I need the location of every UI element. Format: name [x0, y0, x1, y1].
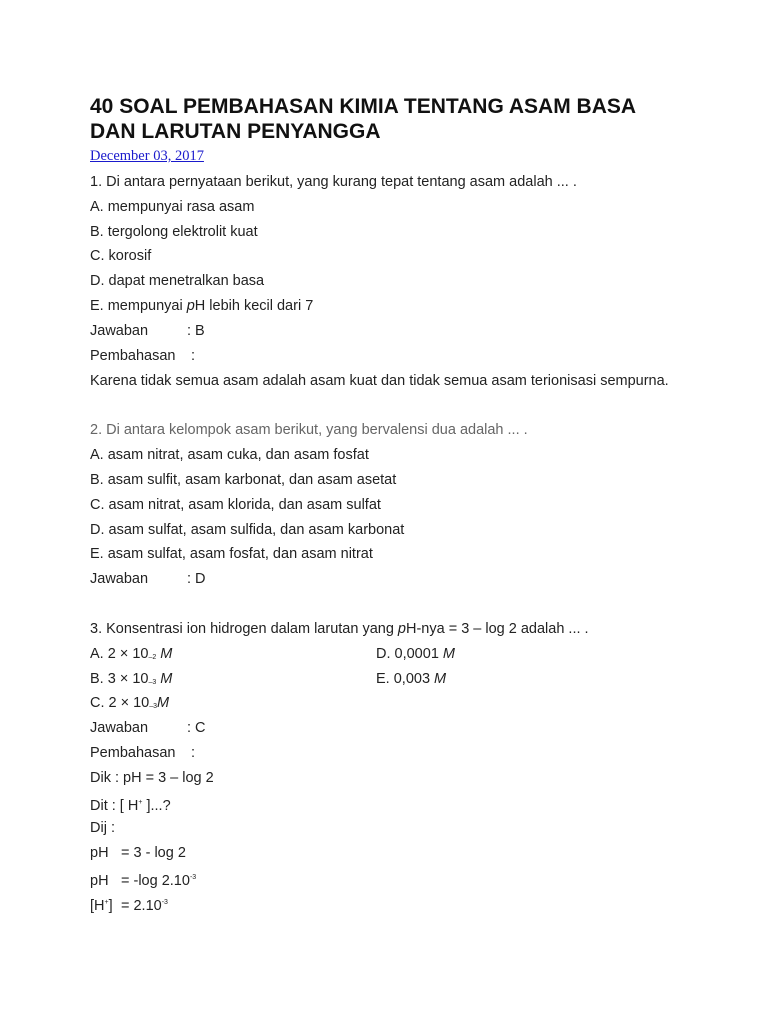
q3-asked: Dit : [ H+ ]...?	[90, 798, 171, 814]
q1-option-b: B. tergolong elektrolit kuat	[90, 224, 258, 240]
q2-answer: Jawaban : D	[90, 571, 206, 587]
q3-discussion-label: Pembahasan :	[90, 745, 196, 761]
q3-option-a: A. $2 \times 10_{-2}$ M	[90, 646, 173, 662]
q2-option-a: A. asam nitrat, asam cuka, dan asam fosfat	[90, 447, 369, 463]
q1-option-d: D. dapat menetralkan basa	[90, 273, 265, 289]
q2-option-e: E. asam sulfat, asam fosfat, dan asam nitrat	[90, 546, 373, 562]
question-1-text: 1. Di antara pernyataan berikut, yang kurang tepat tentang asam adalah ... .	[90, 174, 577, 190]
q1-explanation: Karena tidak semua asam adalah asam kuat dan tidak semua asam terionisasi sempurna.	[90, 373, 669, 389]
q3-solution-label: Dij :	[90, 820, 115, 836]
post-date-link[interactable]: December 03, 2017	[90, 148, 204, 164]
page-title	[90, 94, 730, 144]
title-line-1: 40 SOAL PEMBAHASAN KIMIA TENTANG ASAM BASA	[90, 95, 637, 118]
q3-given: Dik : pH = 3 – log 2	[90, 770, 214, 786]
q3-option-d: D. 0,0001 M	[376, 646, 456, 662]
q3-answer: Jawaban : C	[90, 720, 206, 736]
q2-option-d: D. asam sulfat, asam sulfida, dan asam karbonat	[90, 522, 405, 538]
q2-option-b: B. asam sulfit, asam karbonat, dan asam asetat	[90, 472, 397, 488]
q1-option-e: E. mempunyai pH lebih kecil dari 7	[90, 298, 314, 314]
title-line-2: DAN LARUTAN PENYANGGA	[90, 120, 381, 143]
question-2-text: 2. Di antara kelompok asam berikut, yang bervalensi dua adalah ... .	[90, 422, 528, 438]
q2-option-c: C. asam nitrat, asam klorida, dan asam sulfat	[90, 497, 381, 513]
q1-discussion-label: Pembahasan :	[90, 348, 196, 364]
q1-option-c: C. korosif	[90, 248, 152, 264]
q1-option-a: A. mempunyai rasa asam	[90, 199, 255, 215]
q3-option-b: B. $3 \times 10_{-3}$ M	[90, 671, 173, 687]
q3-ph-line-2: pH = -log $2.10^{-3}$	[90, 873, 197, 889]
q3-option-c: C. $2 \times 10_{-3}M$	[90, 695, 170, 711]
q3-option-e: E. 0,003 M	[376, 671, 447, 687]
q3-h-concentration: $[H^+] = 2.10^{-3}$	[90, 898, 168, 914]
q3-ph-line-1: pH = 3 - log 2	[90, 845, 186, 861]
q1-answer: Jawaban : B	[90, 323, 205, 339]
question-3-text: 3. Konsentrasi ion hidrogen dalam larutan yang pH-nya = 3 – log 2 adalah ... .	[90, 621, 589, 637]
